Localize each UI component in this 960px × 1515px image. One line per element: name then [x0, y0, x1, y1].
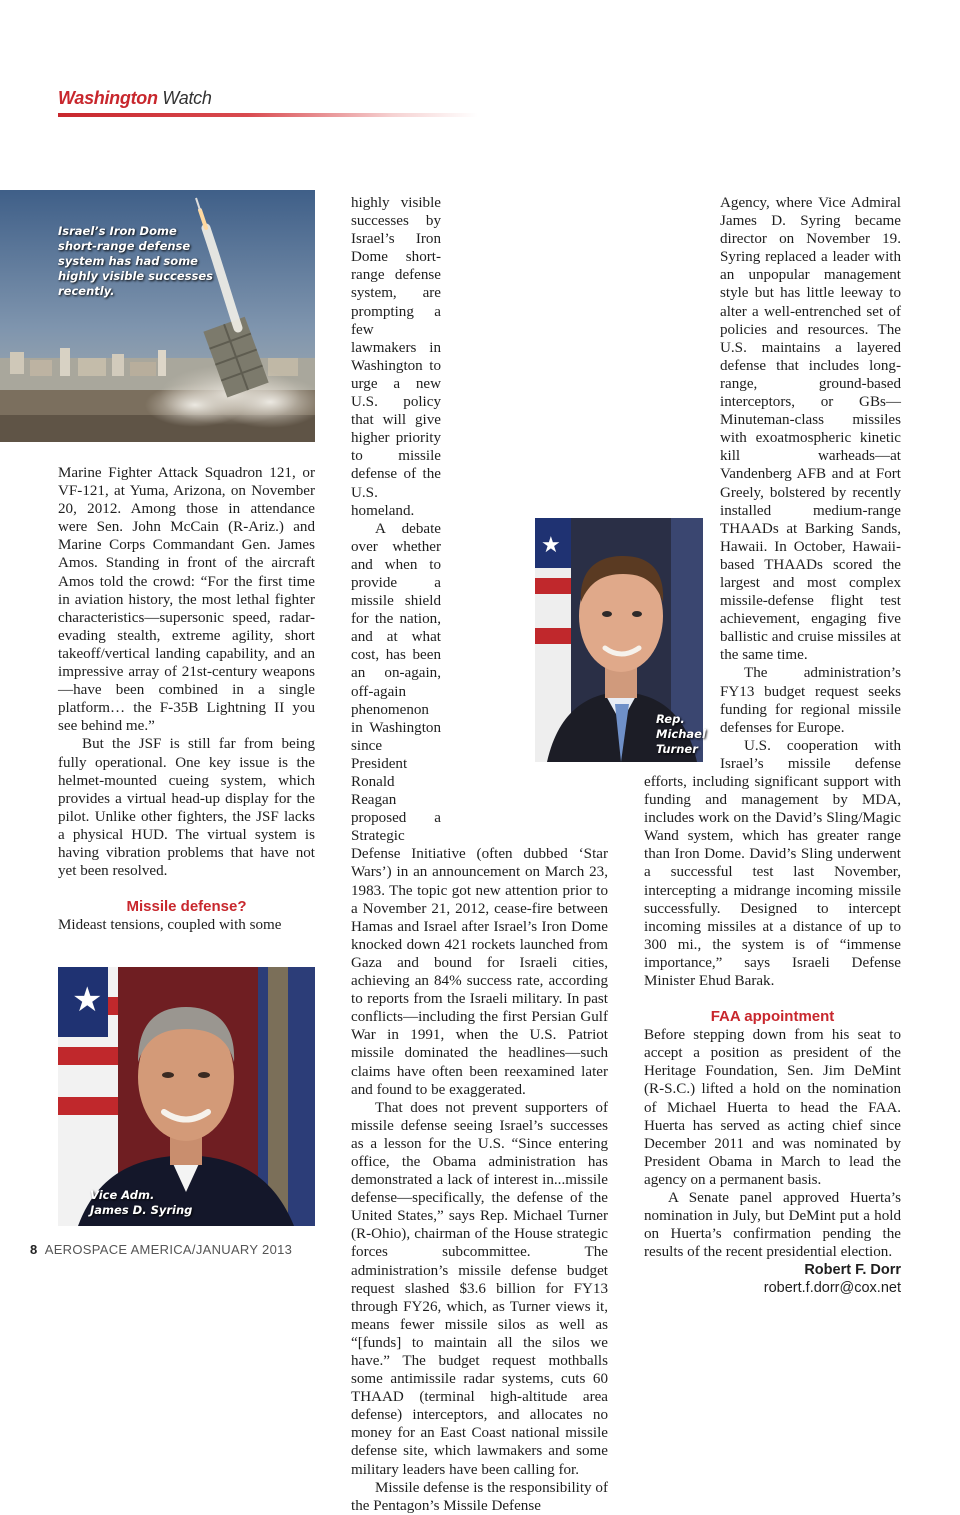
- svg-text:★: ★: [72, 980, 103, 1020]
- paragraph: But the JSF is still far from being fully operational. One key issue is the helmet-mounted cueing system, which provides a virtual head-up display for the pilot. Unlike other fighters, the JSF lacks a physical HUD. The virtual system is having vibration problems that have not yet been resolved.: [58, 736, 315, 880]
- column-2: [351, 194, 608, 1515]
- subhead-faa-appointment: FAA appointment: [710, 1008, 835, 1026]
- subhead-missile-defense: Missile defense?: [126, 898, 247, 916]
- caption-line: recently.: [58, 284, 115, 298]
- header-bold: Washington: [58, 88, 158, 108]
- caption-line: highly visible successes: [58, 269, 213, 283]
- header-light: Watch: [162, 88, 212, 108]
- paragraph: A debate over whether and when to provide a missile shield for the nation, and at what cost, has been an on-again, off-again phenomenon in Washington since President Ronald Reagan proposed a Strategic Defense Initiative (often dubbed ‘Star Wars’) in an announcement on March 23, 1983. The topic got new attention prior to a November 21, 2012, cease-fire between Hamas and Israel after Israel’s Iron Dome knocked down 421 rockets launched from Gaza and bound for Israeli cities, achieving an 84% success rate, according to reports from the Israeli military. In past conflicts—including the first Persian Gulf War in 1991, when the U.S. Patriot missile dominated the headlines—such claims have often been reexamined later and found to be exaggerated.: [351, 520, 608, 1098]
- paragraph: Missile defense is the responsibility of the Pentagon’s Missile Defense: [351, 1479, 608, 1514]
- paragraph: U.S. cooperation with Israel’s missile defense efforts, including significant support with funding and management by MDA, includes work on the David’s Sling/Magic Wand system, which has greater range than Iron Dome. David’s Sling underwent a successful test last November, intercepting a midrange incoming missile successfully. Designed to intercept incoming missiles at a distance of up to 300 mi., the system is of “immense importance,” says Israeli Defense Minister Ehud Barak.: [644, 737, 901, 990]
- signature-row: [644, 1261, 901, 1279]
- author-email[interactable]: robert.f.dorr@cox.net: [763, 1280, 901, 1297]
- publication-info: AEROSPACE AMERICA/JANUARY 2013: [44, 1242, 293, 1257]
- paragraph: A Senate panel approved Huerta’s nomination in July, but DeMint put a hold on Huerta’s confirmation pending the results of the recent presidential election.: [644, 1189, 901, 1261]
- photo-wrap-spacer: [644, 500, 720, 766]
- caption-line: system has had some: [58, 254, 198, 268]
- caption-line: Rep.: [656, 712, 685, 726]
- column-1: [58, 464, 315, 934]
- paragraph: That does not prevent supporters of missile defense seeing Israel’s successes as a lesson for the U.S. “Since entering office, the Obama administration has demonstrated a lack of interest in...missile defense—specifically, the defense of the United States,” says Rep. Michael Turner (R-Ohio), chairman of the House strategic forces subcommittee. The administration’s missile defense budget request slashed $3.6 billion for FY13 through FY26, which, as Turner views it, means fewer missile silos as well as “[funds] to maintain all the silos we have.” The budget request mothballs some antimissile radar systems, cuts 60 THAAD (terminal high-altitude area defense) interceptors, and allocates no money for an East Coast national missile defense site, which lawmakers and some military leaders have been calling for.: [351, 1099, 608, 1478]
- page-number: 8: [30, 1242, 38, 1257]
- paragraph: The administration’s FY13 budget request seeks funding for regional missile defenses for Europe.: [720, 665, 901, 736]
- svg-text:★: ★: [541, 533, 561, 558]
- caption-line: Israel’s Iron Dome: [58, 224, 177, 238]
- section-header: [58, 88, 212, 109]
- caption-line: Vice Adm.: [90, 1188, 155, 1202]
- page-footer: [30, 1242, 292, 1257]
- paragraph: Mideast tensions, coupled with some: [58, 917, 282, 934]
- author-name: Robert F. Dorr: [804, 1262, 901, 1279]
- caption-line: Turner: [656, 742, 698, 756]
- column-3: [644, 194, 901, 1298]
- paragraph: Agency, where Vice Admiral James D. Syring became director on November 19. Syring replaced a leader with an unpopular management style but has little leeway to alter a well-entrenched set of policies and resources. The U.S. maintains a layered defense that includes long-range, ground-based interceptors, or GBs—Minuteman-class missiles with exoatmospheric kinetic kill warheads—at Vandenberg AFB and at Fort Greely, bolstered by recently installed medium-range THAADs at Barking Sands, Hawaii. In October, Hawaii-based THAADs scored the largest and most complex missile-defense flight test achievement, engaging five ballistic and cruise missiles at the same time.: [720, 195, 901, 664]
- header-rule: [58, 113, 478, 117]
- syring-caption: [90, 1188, 192, 1218]
- paragraph: Marine Fighter Attack Squadron 121, or VF-121, at Yuma, Arizona, on November 20, 2012. Among those in attendance were Sen. John McCain (R-Ariz.) and Marine Corps Commandant Gen. James Amos. Standing in front of the aircraft Amos told the crowd: “For the first time in aviation history, the most lethal fighter characteristics—supersonic speed, radar-evading stealth, extreme agility, short takeoff/vertical landing capability, and an impressive array of 21st-century weapons—have been combined in a single platform… the F-35B Lightning II you see behind me.”: [58, 465, 315, 735]
- caption-line: short-range defense: [58, 239, 191, 253]
- paragraph: highly visible successes by Israel’s Iron Dome short-range defense system, are prompting a few lawmakers in Washington to urge a new U.S. policy that will give higher priority to missile defense of the U.S. homeland.: [351, 195, 441, 519]
- paragraph: Before stepping down from his seat to accept a position as president of the Heritage Foundation, Sen. Jim DeMint (R-S.C.) lifted a hold on the nomination of Michael Huerta to head the FAA. Huerta has served as acting chief since December 2011 and was nominated by President Obama in March to lead the agency on a permanent basis.: [644, 1027, 901, 1188]
- caption-line: James D. Syring: [90, 1203, 193, 1217]
- caption-line: Michael: [656, 727, 706, 741]
- iron-dome-caption: [58, 224, 213, 299]
